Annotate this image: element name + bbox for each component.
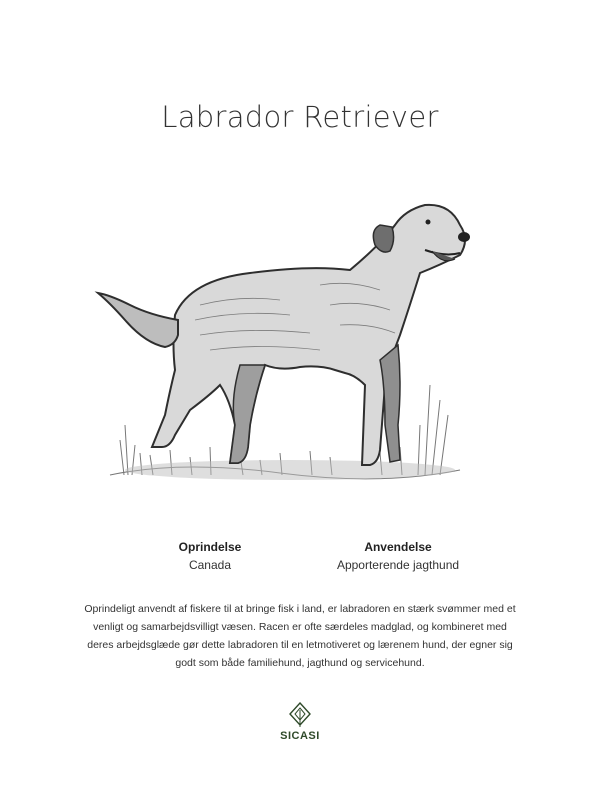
labrador-dog-sketch-icon [80, 185, 480, 490]
breed-description: Oprindeligt anvendt af fiskere til at bringe fisk i land, er labradoren en stærk svømmer med et venligt og samarbejdsvilligt væsen. Racen er ofte særdeles madglad, og kombineret med deres arbejdsglæde gør dette labradoren til en letmotiveret og lærenem hund, der egner sig godt som både familiehund, jagthund og servicehund. [84, 603, 516, 669]
diamond-leaf-logo-icon [289, 702, 311, 728]
fact-usage [298, 540, 498, 572]
fact-usage-label: Anvendelse [364, 540, 432, 554]
fact-usage-value: Apporterende jagthund [336, 558, 460, 572]
fact-origin-value: Canada [188, 558, 232, 572]
labrador-illustration [80, 185, 480, 490]
facts-section [0, 540, 600, 580]
fact-origin [110, 540, 310, 572]
poster-title: Labrador Retriever [161, 100, 439, 134]
fact-origin-label: Oprindelse [178, 540, 242, 554]
brand-footer [0, 702, 600, 742]
brand-name: SICASI [280, 730, 320, 742]
